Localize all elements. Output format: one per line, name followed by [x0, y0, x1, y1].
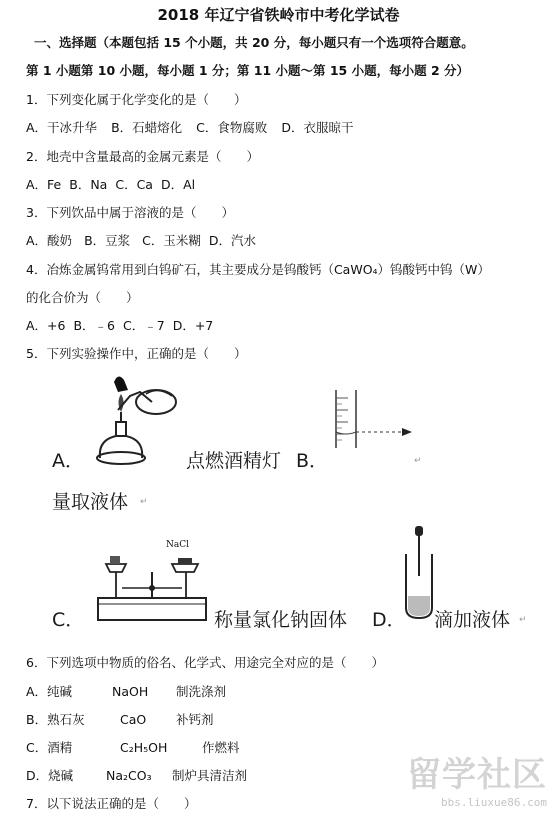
q3-stem: 3．下列饮品中属于溶液的是（ ） — [26, 205, 234, 220]
q1-stem: 1．下列变化属于化学变化的是（ ） — [26, 92, 247, 107]
balance-scale-figure — [92, 536, 212, 628]
q6-stem: 6．下列选项中物质的俗名、化学式、用途完全对应的是（ ） — [26, 655, 384, 670]
q4-option-d: D．+7 — [172, 318, 214, 333]
watermark-url: bbs.liuxue86.com — [441, 796, 547, 809]
measuring-cylinder-figure — [330, 388, 430, 450]
q6-a-name: A．纯碱 — [26, 684, 73, 699]
q6-c-formula: C₂H₅OH — [120, 740, 168, 755]
watermark-text: 留学社区 — [407, 755, 547, 795]
q2-options — [26, 176, 203, 194]
watermark — [407, 747, 547, 809]
q3-option-b: B．豆浆 — [84, 233, 131, 248]
alcohol-lamp-figure — [88, 372, 188, 470]
q1-option-c: C．食物腐败 — [196, 120, 268, 135]
q5-option-b-label: B． — [296, 450, 329, 472]
q2-option-a: A．Fe — [26, 177, 62, 192]
return-mark: ↵ — [519, 615, 527, 625]
section-subheading: 第 1 小题第 10 小题，每小题 1 分；第 11 小题～第 15 小题，每小题 2 分） — [26, 63, 470, 78]
q5-option-b-text: 量取液体 — [52, 491, 129, 513]
q4-stem-line2: 的化合价为（ ） — [26, 290, 139, 305]
section-heading: 一、选择题（本题包括 15 个小题，共 20 分，每小题只有一个选项符合题意。 — [34, 35, 474, 50]
q2-option-d: D．Al — [160, 177, 196, 192]
q2-option-b: B．Na — [69, 177, 108, 192]
q2-stem: 2．地壳中含量最高的金属元素是（ ） — [26, 149, 259, 164]
q6-d-use: 制炉具清洁剂 — [172, 768, 248, 783]
q4-stem-line1: 4．冶炼金属钨常用到白钨矿石，其主要成分是钨酸钙（CaWO₄）钨酸钙中钨（W） — [26, 262, 490, 277]
q6-c-name: C．酒精 — [26, 740, 73, 755]
page-title: 2018 年辽宁省铁岭市中考化学试卷 — [157, 6, 400, 24]
q3-options — [26, 232, 270, 250]
q4-options — [26, 317, 227, 335]
q5-option-d-label: D． — [372, 609, 406, 631]
nacl-label: NaCl — [166, 540, 190, 550]
q5-option-d-text: 滴加液体 — [434, 609, 511, 631]
q6-c-use: 作燃料 — [202, 740, 240, 755]
q1-option-b: B．石蜡熔化 — [111, 120, 183, 135]
return-mark: ↵ — [414, 456, 422, 466]
q6-b-formula: CaO — [120, 712, 147, 727]
q5-option-c-text: 称量氯化钠固体 — [214, 609, 348, 631]
q2-option-c: C．Ca — [115, 177, 153, 192]
q5-option-c-label: C． — [52, 609, 85, 631]
q1-option-a: A．干冰升华 — [26, 120, 98, 135]
q4-option-b: B．﹣6 — [73, 318, 116, 333]
q6-a-use: 制洗涤剂 — [176, 684, 227, 699]
q6-d-name: D．烧碱 — [26, 768, 74, 783]
q6-row-b — [26, 711, 214, 729]
q5-option-a-text: 点燃酒精灯 — [186, 450, 282, 472]
q3-option-a: A．酸奶 — [26, 233, 73, 248]
q6-row-c — [26, 739, 240, 757]
q5-option-a-label: A． — [52, 450, 84, 472]
q3-option-d: D．汽水 — [208, 233, 257, 248]
q6-d-formula: Na₂CO₃ — [106, 768, 152, 783]
q1-option-d: D．衣服晾干 — [281, 120, 354, 135]
dropper-figure — [402, 524, 436, 620]
q6-row-d — [26, 767, 247, 785]
q6-a-formula: NaOH — [112, 684, 149, 699]
q5-stem: 5．下列实验操作中，正确的是（ ） — [26, 346, 247, 361]
q7-stem: 7．以下说法正确的是（ ） — [26, 796, 197, 811]
q4-option-a: A．+6 — [26, 318, 66, 333]
q6-b-use: 补钙剂 — [176, 712, 214, 727]
q6-row-a — [26, 683, 226, 701]
return-mark: ↵ — [140, 497, 148, 507]
q3-option-c: C．玉米糊 — [142, 233, 201, 248]
q6-b-name: B．熟石灰 — [26, 712, 85, 727]
q1-options — [26, 119, 368, 137]
q4-option-c: C．﹣7 — [123, 318, 165, 333]
